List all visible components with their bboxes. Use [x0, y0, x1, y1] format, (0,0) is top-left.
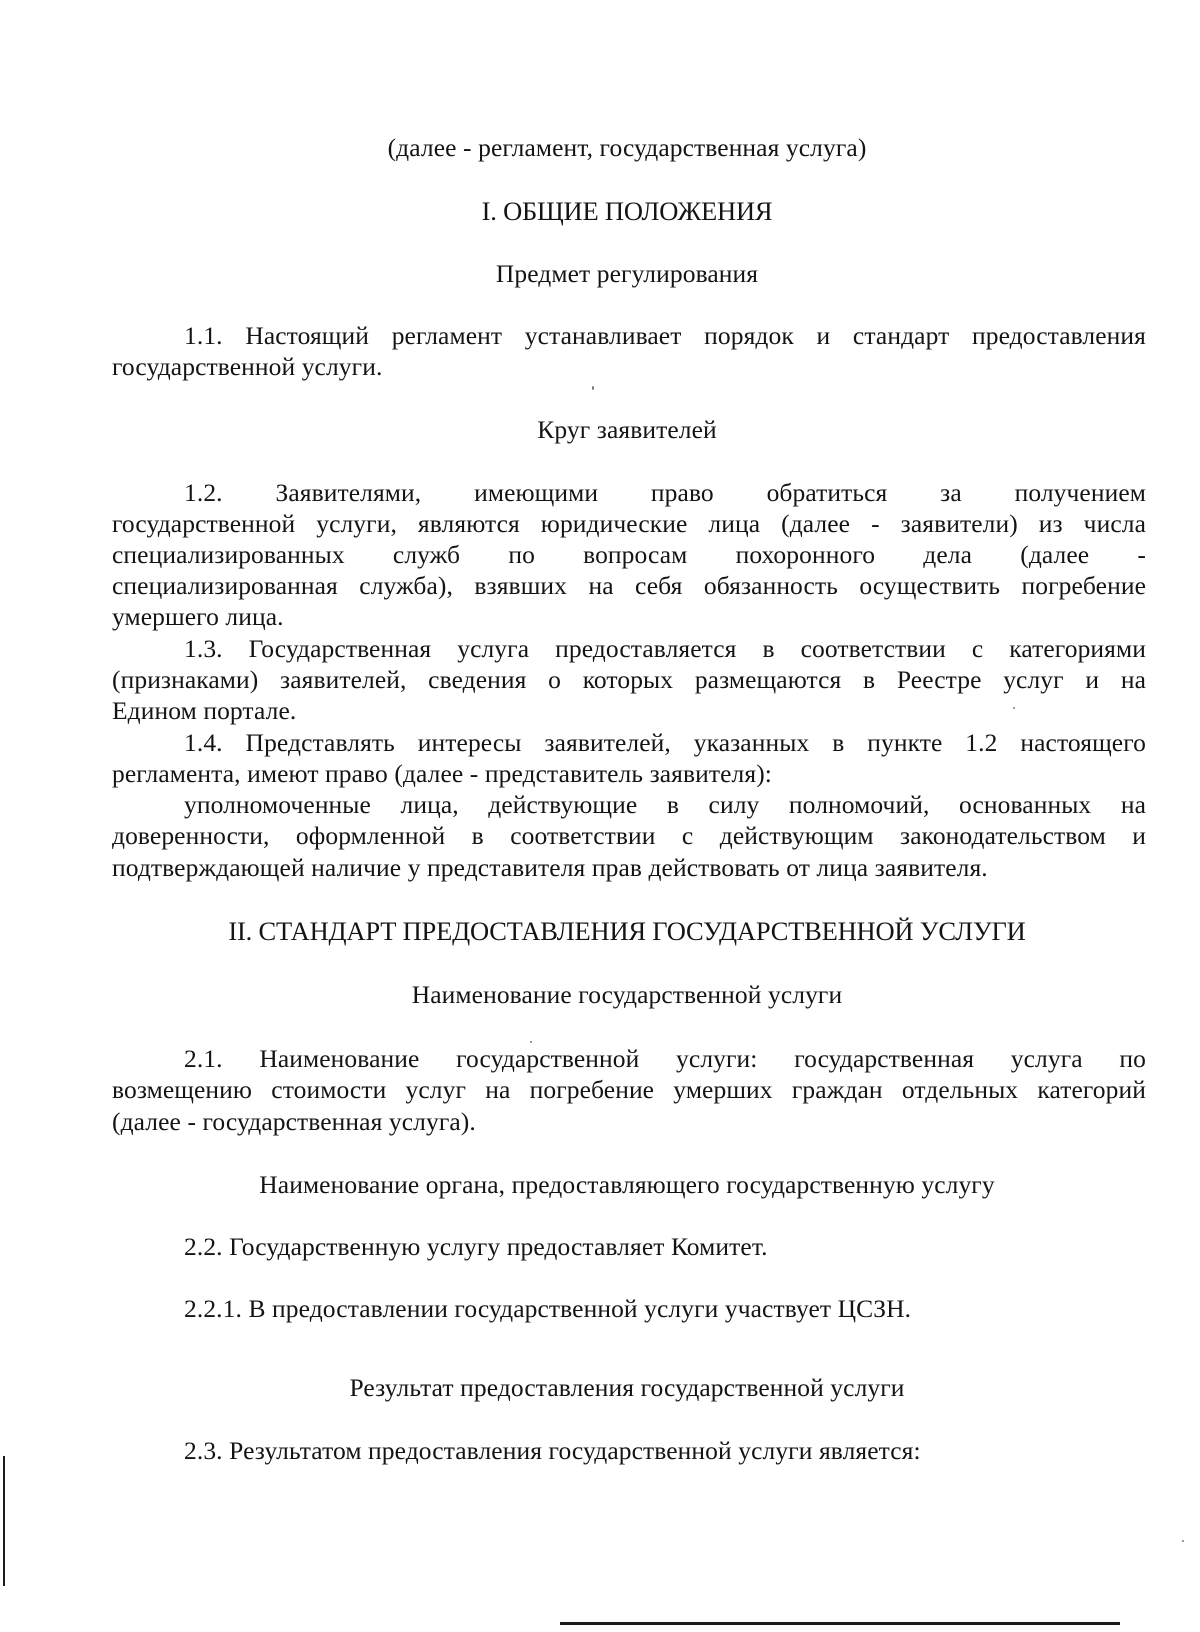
scan-edge-bottom — [560, 1622, 1120, 1625]
paragraph-1-2-line: умершего лица. — [112, 602, 284, 631]
paragraph-1-4-line: подтверждающей наличие у представителя прав действовать от лица заявителя. — [112, 853, 988, 882]
scan-edge-left — [3, 1456, 5, 1586]
paragraph-1-2-line: специализированных служб по вопросам похоронного дела (далее - — [112, 540, 1146, 569]
scan-speck — [592, 386, 594, 390]
paragraph-2-2-1: 2.2.1. В предоставлении государственной услуги участвует ЦСЗН. — [184, 1294, 912, 1323]
scan-speck — [1013, 707, 1015, 709]
paragraph-1-4-line: доверенности, оформленной в соответствии с действующим законодательством и — [112, 821, 1146, 850]
organ-heading: Наименование органа, предоставляющего государственную услугу — [259, 1170, 995, 1199]
paragraph-2-1-line: (далее - государственная услуга). — [112, 1107, 476, 1136]
paragraph-1-3-line: Едином портале. — [112, 696, 297, 725]
paragraph-2-3: 2.3. Результатом предоставления государственной услуги является: — [184, 1436, 921, 1465]
paragraph-1-4-line: уполномоченные лица, действующие в силу полномочий, основанных на — [184, 790, 1146, 819]
paragraph-2-1-line: возмещению стоимости услуг на погребение умерших граждан отдельных категорий — [112, 1075, 1146, 1104]
paragraph-1-3-line: (признаками) заявителей, сведения о которых размещаются в Реестре услуг и на — [112, 665, 1146, 694]
paragraph-1-1-line: 1.1. Настоящий регламент устанавливает порядок и стандарт предоставления — [184, 321, 1146, 350]
paragraph-1-2-line: 1.2. Заявителями, имеющими право обратиться за получением — [184, 478, 1146, 507]
section-2-title: II. СТАНДАРТ ПРЕДОСТАВЛЕНИЯ ГОСУДАРСТВЕННОЙ УСЛУГИ — [228, 916, 1026, 946]
section-1-title: I. ОБЩИЕ ПОЛОЖЕНИЯ — [481, 196, 773, 226]
paragraph-1-2-line: государственной услуги, являются юридические лица (далее - заявители) из числа — [112, 509, 1146, 538]
intro-line: (далее - регламент, государственная услуга) — [387, 133, 867, 162]
paragraph-1-4-line: 1.4. Представлять интересы заявителей, указанных в пункте 1.2 настоящего — [184, 728, 1146, 757]
paragraph-2-1-line: 2.1. Наименование государственной услуги: государственная услуга по — [184, 1044, 1146, 1073]
subject-heading: Предмет регулирования — [495, 259, 759, 288]
scan-speck — [1182, 1540, 1184, 1542]
paragraph-1-4-line: регламента, имеют право (далее - представитель заявителя): — [112, 759, 772, 788]
paragraph-1-2-line: специализированная служба), взявших на себя обязанность осуществить погребение — [112, 571, 1146, 600]
service-name-heading: Наименование государственной услуги — [411, 980, 843, 1009]
paragraph-2-2: 2.2. Государственную услугу предоставляет Комитет. — [184, 1232, 768, 1261]
paragraph-1-3-line: 1.3. Государственная услуга предоставляется в соответствии с категориями — [184, 634, 1146, 663]
applicants-heading: Круг заявителей — [537, 415, 717, 444]
result-heading: Результат предоставления государственной услуги — [349, 1373, 905, 1402]
paragraph-1-1-line: государственной услуги. — [112, 352, 383, 381]
